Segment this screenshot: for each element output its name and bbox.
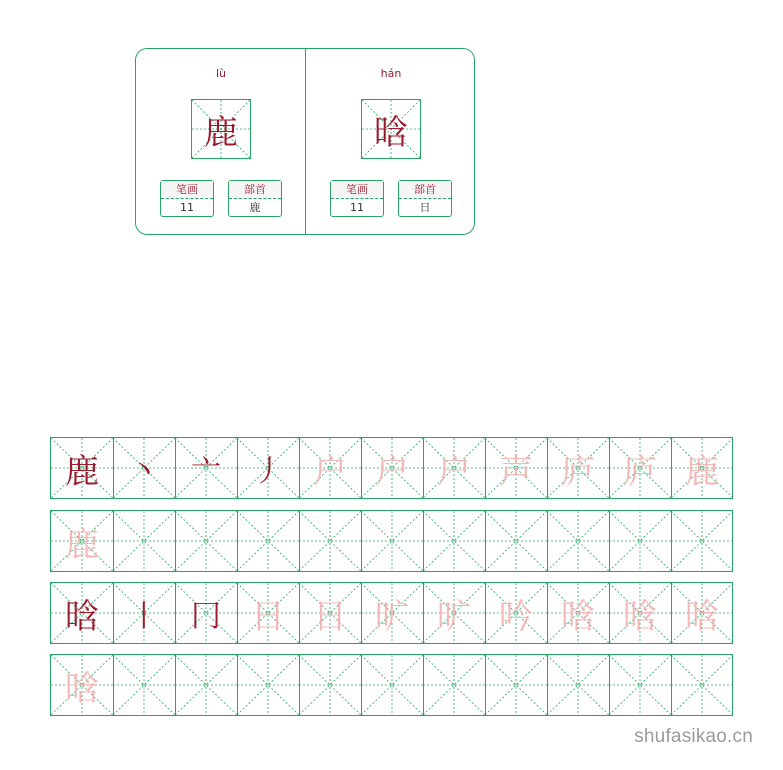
practice-cell: [361, 438, 423, 498]
radical-box: [228, 180, 282, 217]
char-card-han: [306, 49, 476, 234]
mi-grid-guides: [609, 511, 671, 571]
stroke-count-value: 11: [350, 201, 364, 214]
practice-cell: [237, 583, 299, 643]
practice-cell: [671, 438, 733, 498]
mi-grid-guides: [237, 655, 299, 715]
mi-grid-guides: [423, 511, 485, 571]
trace-character: 吟: [499, 596, 533, 637]
practice-cell: [51, 438, 113, 498]
mi-grid-guides: [361, 655, 423, 715]
practice-cell: [51, 655, 113, 715]
mi-grid-guides: [547, 655, 609, 715]
trace-character: 户: [375, 451, 409, 492]
practice-cell: [175, 438, 237, 498]
practice-cell: [423, 438, 485, 498]
mi-grid-guides: [113, 511, 175, 571]
practice-cell: [113, 511, 175, 571]
radical-value: 日: [419, 201, 431, 214]
practice-cell: [237, 438, 299, 498]
practice-cell: [485, 511, 547, 571]
practice-cell: [485, 655, 547, 715]
trace-character: 声: [499, 451, 533, 492]
char-card-lu: [136, 49, 306, 234]
practice-cell: [485, 583, 547, 643]
practice-row: [50, 510, 733, 572]
practice-cell: [113, 438, 175, 498]
mi-grid-guides: [237, 511, 299, 571]
radical-label: 部首: [399, 181, 451, 199]
mi-grid-guides: [423, 655, 485, 715]
trace-character: 庐: [623, 451, 657, 492]
stroke-step: 丿: [253, 454, 283, 489]
trace-character: 晗: [685, 596, 719, 637]
trace-character: 鹿: [65, 524, 99, 565]
practice-cell: [671, 655, 733, 715]
practice-cell: [671, 583, 733, 643]
stroke-step: 冂: [191, 599, 221, 634]
practice-cell: [423, 511, 485, 571]
character-glyph: 鹿: [204, 112, 238, 153]
practice-cell: [51, 583, 113, 643]
stroke-step: 亠: [191, 454, 221, 489]
trace-character: 晗: [65, 668, 99, 709]
mi-grid-guides: [547, 511, 609, 571]
stroke-count-label: 笔画: [331, 181, 383, 199]
practice-row: [50, 582, 733, 644]
radical-value: 鹿: [249, 201, 261, 214]
mi-grid-guides: [175, 655, 237, 715]
stroke-step: 丶: [129, 454, 159, 489]
practice-cell: [423, 655, 485, 715]
trace-character: 日: [251, 596, 285, 637]
practice-cell: [299, 511, 361, 571]
trace-character: 晗: [623, 596, 657, 637]
trace-character: 旷: [375, 596, 409, 637]
character-grid-cell: [191, 99, 251, 159]
mi-grid-guides: [299, 511, 361, 571]
model-character: 鹿: [65, 451, 99, 492]
trace-character: 庐: [561, 451, 595, 492]
practice-row: [50, 654, 733, 716]
practice-cell: [113, 655, 175, 715]
character-grid-cell: [361, 99, 421, 159]
radical-label: 部首: [229, 181, 281, 199]
mi-grid-guides: [609, 655, 671, 715]
practice-cell: [423, 583, 485, 643]
stroke-count-label: 笔画: [161, 181, 213, 199]
character-glyph: 晗: [374, 112, 408, 153]
practice-cell: [361, 583, 423, 643]
mi-grid-guides: [361, 511, 423, 571]
practice-cell: [113, 583, 175, 643]
trace-character: 鹿: [685, 451, 719, 492]
practice-row: [50, 437, 733, 499]
radical-box: [398, 180, 452, 217]
trace-character: 旷: [437, 596, 471, 637]
practice-cell: [175, 655, 237, 715]
site-watermark: shufasikao.cn: [634, 726, 753, 747]
practice-cell: [609, 438, 671, 498]
practice-cell: [547, 511, 609, 571]
practice-cell: [299, 438, 361, 498]
trace-character: 晗: [561, 596, 595, 637]
mi-grid-guides: [671, 511, 733, 571]
mi-grid-guides: [299, 655, 361, 715]
trace-character: 日: [313, 596, 347, 637]
practice-cell: [361, 655, 423, 715]
mi-grid-guides: [485, 655, 547, 715]
practice-cell: [361, 511, 423, 571]
character-info-card: [135, 48, 475, 235]
trace-character: 户: [437, 451, 471, 492]
practice-cell: [485, 438, 547, 498]
stroke-step: 丨: [129, 599, 159, 634]
practice-cell: [299, 583, 361, 643]
practice-cell: [51, 511, 113, 571]
practice-cell: [237, 511, 299, 571]
mi-grid-guides: [175, 511, 237, 571]
trace-character: 户: [313, 451, 347, 492]
stroke-count-value: 11: [180, 201, 194, 214]
practice-cell: [237, 655, 299, 715]
stroke-count-box: [160, 180, 214, 217]
mi-grid-guides: [671, 655, 733, 715]
practice-cell: [299, 655, 361, 715]
practice-cell: [609, 511, 671, 571]
pinyin-label: lù: [215, 67, 227, 80]
practice-cell: [609, 583, 671, 643]
mi-grid-guides: [485, 511, 547, 571]
mi-grid-guides: [113, 655, 175, 715]
pinyin-label: hán: [380, 67, 402, 80]
stroke-count-box: [330, 180, 384, 217]
practice-cell: [547, 583, 609, 643]
practice-cell: [671, 511, 733, 571]
model-character: 晗: [65, 596, 99, 637]
practice-cell: [175, 511, 237, 571]
practice-cell: [609, 655, 671, 715]
practice-cell: [547, 438, 609, 498]
practice-cell: [175, 583, 237, 643]
practice-cell: [547, 655, 609, 715]
